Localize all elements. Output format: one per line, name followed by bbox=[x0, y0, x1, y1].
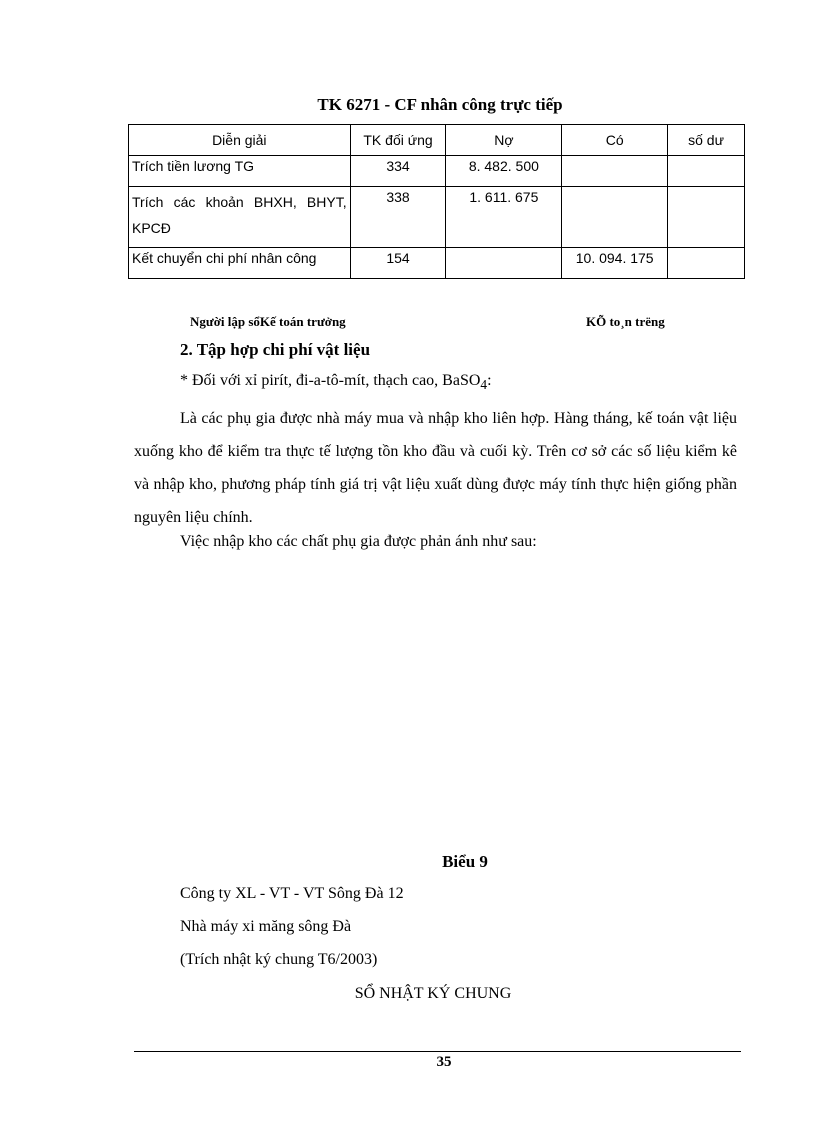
cell-balance bbox=[668, 248, 745, 279]
header-balance: số dư bbox=[668, 125, 745, 156]
table-row bbox=[129, 156, 745, 187]
header-debit: Nợ bbox=[446, 125, 562, 156]
cell-balance bbox=[668, 156, 745, 187]
cell-description: Trích tiền lương TG bbox=[129, 156, 351, 187]
header-description: Diễn giải bbox=[129, 125, 351, 156]
materials-note bbox=[180, 372, 492, 393]
table-title: TK 6271 - CF nhân công trực tiếp bbox=[317, 95, 563, 114]
cell-credit bbox=[562, 156, 668, 187]
cell-balance bbox=[668, 187, 745, 248]
section-heading: 2. Tập hợp chi phí vật liệu bbox=[180, 340, 371, 359]
cell-description: Kết chuyển chi phí nhân công bbox=[129, 248, 351, 279]
company-line: (Trích nhật ký chung T6/2003) bbox=[180, 951, 378, 968]
table-header-row bbox=[129, 125, 745, 156]
signature-chief-accountant: KÕ to¸n trëng bbox=[586, 314, 665, 329]
cell-credit: 10. 094. 175 bbox=[562, 248, 668, 279]
table-row bbox=[129, 248, 745, 279]
cell-credit bbox=[562, 187, 668, 248]
company-line: Nhà máy xi măng sông Đà bbox=[180, 918, 352, 935]
body-paragraph-2: Việc nhập kho các chất phụ gia được phản ánh như sau: bbox=[180, 533, 537, 550]
journal-title: SỔ NHẬT KÝ CHUNG bbox=[354, 985, 512, 1002]
note-end: : bbox=[487, 372, 492, 389]
body-paragraph: Là các phụ gia được nhà máy mua và nhập kho liên hợp. Hàng tháng, kế toán vật liệu xuống kho để kiểm tra thực tế lượng tồn kho đầu và cuối kỳ. Trên cơ sở các số liệu kiểm kê và nhập kho, phương pháp tính giá trị vật liệu xuất dùng được máy tính thực hiện giống phần nguyên liệu chính. bbox=[134, 410, 737, 526]
table-row bbox=[129, 187, 745, 248]
cell-description: Trích các khoản BHXH, BHYT, KPCĐ bbox=[129, 187, 351, 248]
signature-preparer: Người lập sổKế toán trưởng bbox=[190, 314, 346, 329]
form-label: Biểu 9 bbox=[442, 852, 488, 871]
company-line: Công ty XL - VT - VT Sông Đà 12 bbox=[180, 885, 404, 902]
note-text: * Đối với xỉ pirít, đi-a-tô-mít, thạch cao, BaSO bbox=[180, 372, 481, 389]
header-account: TK đối ứng bbox=[350, 125, 446, 156]
note-subscript: 4 bbox=[480, 377, 488, 393]
cell-debit: 8. 482. 500 bbox=[446, 156, 562, 187]
ledger-table bbox=[128, 124, 745, 279]
cell-account: 338 bbox=[350, 187, 446, 248]
cell-account: 334 bbox=[350, 156, 446, 187]
footer-divider bbox=[134, 1051, 741, 1052]
header-credit: Có bbox=[562, 125, 668, 156]
cell-debit bbox=[446, 248, 562, 279]
page-number: 35 bbox=[436, 1054, 452, 1070]
cell-account: 154 bbox=[350, 248, 446, 279]
cell-debit: 1. 611. 675 bbox=[446, 187, 562, 248]
